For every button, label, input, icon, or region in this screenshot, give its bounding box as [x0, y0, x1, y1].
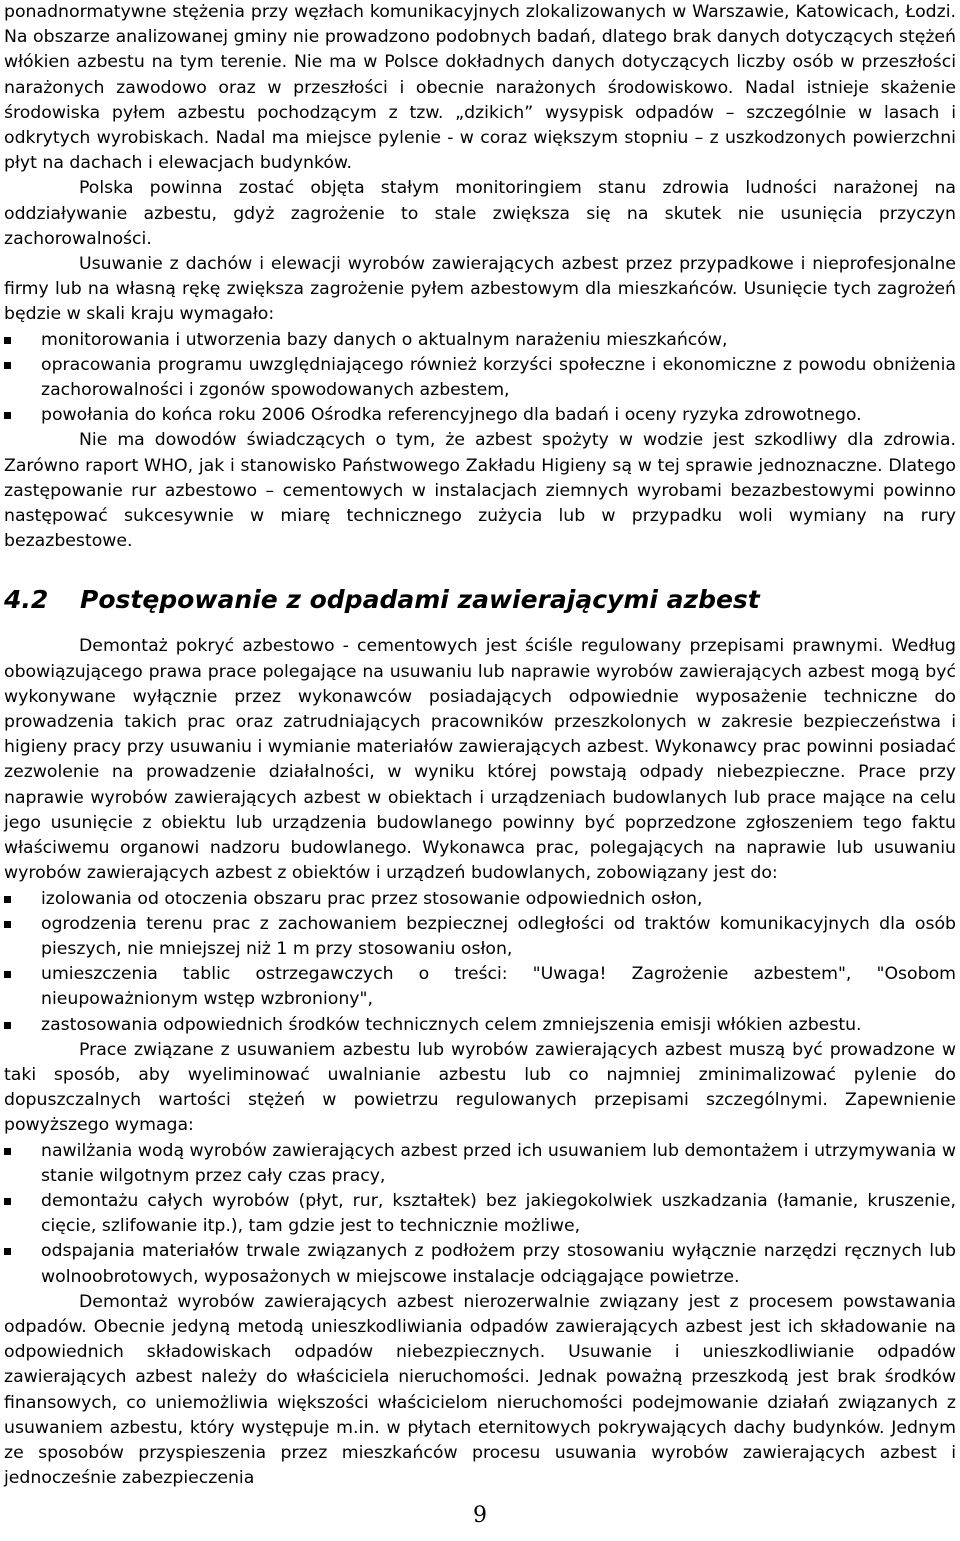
- list-item: izolowania od otoczenia obszaru prac przez stosowanie odpowiednich osłon,: [4, 887, 956, 912]
- paragraph: Polska powinna zostać objęta stałym monitoringiem stanu zdrowia ludności narażonej na oddziaływanie azbestu, gdyż zagrożenie to stale zwiększa się na skutek nie usunięcia przyczyn zachorowalności.: [4, 178, 956, 249]
- bullet-list: [4, 328, 956, 429]
- bullet-list: [4, 887, 956, 1038]
- section-number: 4.2: [4, 585, 49, 615]
- section-title: Postępowanie z odpadami zawierającymi azbest: [80, 585, 760, 615]
- paragraph: Demontaż wyrobów zawierających azbest nierozerwalnie związany jest z procesem powstawania odpadów. Obecnie jedyną metodą unieszkodliwiania odpadów zawierających azbest jest ich składowanie na odpowiednich składowiskach odpadów niebezpiecznych. Usuwanie i unieszkodliwianie odpadów zawierających azbest należy do właściciela nieruchomości. Jednak poważną przeszkodą jest brak środków finansowych, co uniemożliwia większości właścicielom nieruchomości podejmowanie działań związanych z usuwaniem azbestu, który występuje m.in. w płytach eternitowych pokrywających dachy budynków. Jednym ze sposobów przyspieszenia przez mieszkańców procesu usuwania wyrobów zawierających azbest i jednocześnie zabezpieczenia: [4, 1291, 956, 1489]
- list-item: demontażu całych wyrobów (płyt, rur, kształtek) bez jakiegokolwiek uszkadzania (łamanie, kruszenie, cięcie, szlifowanie itp.), tam gdzie jest to technicznie możliwe,: [4, 1189, 956, 1239]
- list-item: monitorowania i utworzenia bazy danych o aktualnym narażeniu mieszkańców,: [4, 328, 956, 353]
- list-item: opracowania programu uwzględniającego również korzyści społeczne i ekonomiczne z powodu obniżenia zachorowalności i zgonów spowodowanych azbestem,: [4, 353, 956, 403]
- paragraph: Demontaż pokryć azbestowo - cementowych jest ściśle regulowany przepisami prawnymi. Według obowiązującego prawa prace polegające na usuwaniu lub naprawie wyrobów zawierających azbest mogą być wykonywane wyłącznie przez wykonawców posiadających odpowiednie wyposażenie techniczne do prowadzenia takich prac oraz zatrudniających pracowników przeszkolonych w zakresie bezpieczeństwa i higieny pracy przy usuwaniu i wymianie materiałów zawierających azbest. Wykonawcy prac powinni posiadać zezwolenie na prowadzenie działalności, w wyniku której powstają odpady niebezpieczne. Prace przy naprawie wyrobów zawierających azbest w obiektach i urządzeniach budowlanych lub prace mające na celu jego usunięcie z obiektu lub urządzenia budowlanego powinny być poprzedzone zgłoszeniem tego faktu właściwemu organowi nadzoru budowlanego. Wykonawca prac, polegających na naprawie lub usuwaniu wyrobów zawierających azbest z obiektów i urządzeń budowlanych, zobowiązany jest do:: [4, 636, 956, 884]
- list-item: ogrodzenia terenu prac z zachowaniem bezpiecznej odległości od traktów komunikacyjnych dla osób pieszych, nie mniejszej niż 1 m przy stosowaniu osłon,: [4, 912, 956, 962]
- list-item: nawilżania wodą wyrobów zawierających azbest przed ich usuwaniem lub demontażem i utrzymywania w stanie wilgotnym przez cały czas pracy,: [4, 1139, 956, 1189]
- section-heading: [4, 584, 956, 616]
- list-item: powołania do końca roku 2006 Ośrodka referencyjnego dla badań i oceny ryzyka zdrowotnego.: [4, 403, 956, 428]
- paragraph: Nie ma dowodów świadczących o tym, że azbest spożyty w wodzie jest szkodliwy dla zdrowia. Zarówno raport WHO, jak i stanowisko Państwowego Zakładu Higieny są w tej sprawie jednoznaczne. Dlatego zastępowanie rur azbestowo – cementowych w instalacjach ziemnych wyrobami bezazbestowymi powinno następować sukcesywnie w miarę technicznego zużycia lub w przypadku woli wymiany na rury bezazbestowe.: [4, 430, 956, 552]
- paragraph: Usuwanie z dachów i elewacji wyrobów zawierających azbest przez przypadkowe i nieprofesjonalne firmy lub na własną rękę zwiększa zagrożenie pyłem azbestowym dla mieszkańców. Usunięcie tych zagrożeń będzie w skali kraju wymagało:: [4, 254, 956, 325]
- paragraph: Prace związane z usuwaniem azbestu lub wyrobów zawierających azbest muszą być prowadzone w taki sposób, aby wyeliminować uwalnianie azbestu lub co najmniej zminimalizować pylenie do dopuszczalnych wartości stężeń w powietrzu regulowanych przepisami szczególnymi. Zapewnienie powyższego wymaga:: [4, 1039, 956, 1136]
- list-item: odspajania materiałów trwale związanych z podłożem przy stosowaniu wyłącznie narzędzi ręcznych lub wolnoobrotowych, wyposażonych w miejscowe instalacje odciągające powietrze.: [4, 1239, 956, 1289]
- list-item: umieszczenia tablic ostrzegawczych o treści: "Uwaga! Zagrożenie azbestem", "Osobom nieupoważnionym wstęp wzbroniony",: [4, 962, 956, 1012]
- bullet-list: [4, 1139, 956, 1290]
- page-number: 9: [473, 1503, 487, 1528]
- list-item: zastosowania odpowiednich środków technicznych celem zmniejszenia emisji włókien azbestu.: [4, 1013, 956, 1038]
- paragraph: ponadnormatywne stężenia przy węzłach komunikacyjnych zlokalizowanych w Warszawie, Katowicach, Łodzi. Na obszarze analizowanej gminy nie prowadzono podobnych badań, dlatego brak danych dotyczących stężeń włókien azbestu na tym terenie. Nie ma w Polsce dokładnych danych dotyczących liczby osób w przeszłości narażonych zawodowo oraz w przeszłości i obecnie narażonych środowiskowo. Nadal istnieje skażenie środowiska pyłem azbestu pochodzącym z tzw. „dzikich” wysypisk odpadów – szczególnie w lasach i odkrytych wyrobiskach. Nadal ma miejsce pylenie - w coraz większym stopniu – z uszkodzonych powierzchni płyt na dachach i elewacjach budynków.: [4, 2, 956, 174]
